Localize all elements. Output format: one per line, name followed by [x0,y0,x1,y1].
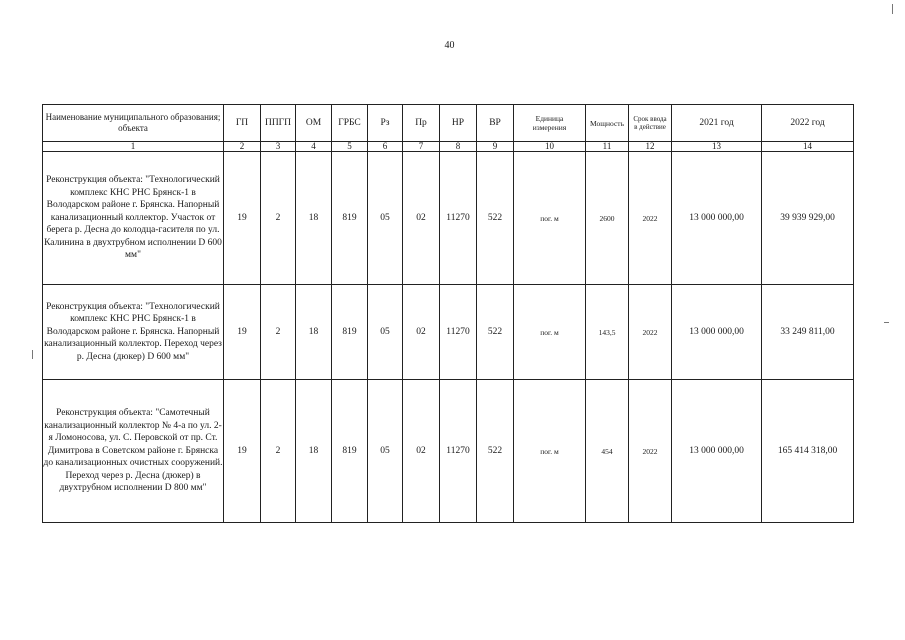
header-unit: Единица измерения [514,105,586,142]
vr-cell: 522 [477,285,514,380]
unit-cell: пог. м [514,152,586,285]
column-number: 9 [477,142,514,152]
amount-2021-cell: 13 000 000,00 [672,380,762,523]
scan-edge-mark [892,4,893,14]
np-cell: 11270 [440,380,477,523]
ppgp-cell: 2 [261,285,296,380]
gp-cell: 19 [224,152,261,285]
column-number: 1 [43,142,224,152]
ppgp-cell: 2 [261,380,296,523]
object-name-cell: Реконструкция объекта: "Самотечный канализационный коллектор № 4-а по ул. 2-я Ломоносова, ул. С. Перовской от пр. Ст. Димитрова в Советском районе г. Брянска до канализационных очистных сооружений. Переход через р. Десна (дюкер) в двухтрубном исполнении D 800 мм" [43,380,224,523]
header-ppgp: ППГП [261,105,296,142]
capacity-cell: 2600 [586,152,629,285]
column-number: 8 [440,142,477,152]
header-row [43,105,854,142]
deadline-cell: 2022 [629,152,672,285]
page-number: 40 [444,40,455,51]
scan-edge-mark [32,350,33,359]
amount-2021-cell: 13 000 000,00 [672,152,762,285]
column-number: 12 [629,142,672,152]
header-rz: Рз [368,105,403,142]
column-number: 5 [332,142,368,152]
column-number: 2 [224,142,261,152]
om-cell: 18 [296,380,332,523]
gp-cell: 19 [224,380,261,523]
column-number: 14 [762,142,854,152]
amount-2021-cell: 13 000 000,00 [672,285,762,380]
gp-cell: 19 [224,285,261,380]
header-vr: ВР [477,105,514,142]
header-name: Наименование муниципального образования; объекта [43,105,224,142]
pr-cell: 02 [403,380,440,523]
object-name-cell: Реконструкция объекта: "Технологический комплекс КНС РНС Брянск-1 в Володарском районе г. Брянска. Напорный канализационный коллектор. Участок от берега р. Десна до колодца-гасителя по ул. Калинина в двухтрубном исполнении D 600 мм" [43,152,224,285]
deadline-cell: 2022 [629,380,672,523]
grbs-cell: 819 [332,152,368,285]
ppgp-cell: 2 [261,152,296,285]
table-row [43,380,854,523]
unit-cell: пог. м [514,285,586,380]
amount-2022-cell: 33 249 811,00 [762,285,854,380]
column-number: 3 [261,142,296,152]
vr-cell: 522 [477,380,514,523]
table-row [43,152,854,285]
deadline-cell: 2022 [629,285,672,380]
pr-cell: 02 [403,152,440,285]
capacity-cell: 143,5 [586,285,629,380]
grbs-cell: 819 [332,285,368,380]
header-grbs: ГРБС [332,105,368,142]
amount-2022-cell: 39 939 929,00 [762,152,854,285]
header-year-2021: 2021 год [672,105,762,142]
np-cell: 11270 [440,152,477,285]
capacity-cell: 454 [586,380,629,523]
column-number: 7 [403,142,440,152]
scan-edge-mark [884,322,889,323]
om-cell: 18 [296,285,332,380]
header-np: НР [440,105,477,142]
column-number: 11 [586,142,629,152]
amount-2022-cell: 165 414 318,00 [762,380,854,523]
header-year-2022: 2022 год [762,105,854,142]
column-number: 10 [514,142,586,152]
header-capacity: Мощность [586,105,629,142]
header-pr: Пр [403,105,440,142]
column-number-row [43,142,854,152]
pr-cell: 02 [403,285,440,380]
object-name-cell: Реконструкция объекта: "Технологический комплекс КНС РНС Брянск-1 в Володарском районе г. Брянска. Напорный канализационный коллектор. Переход через р. Десна (дюкер) D 600 мм" [43,285,224,380]
rz-cell: 05 [368,380,403,523]
vr-cell: 522 [477,152,514,285]
rz-cell: 05 [368,152,403,285]
header-om: ОМ [296,105,332,142]
header-deadline: Срок ввода в действие [629,105,672,142]
budget-table [42,104,854,523]
unit-cell: пог. м [514,380,586,523]
header-gp: ГП [224,105,261,142]
grbs-cell: 819 [332,380,368,523]
rz-cell: 05 [368,285,403,380]
np-cell: 11270 [440,285,477,380]
column-number: 4 [296,142,332,152]
table-row [43,285,854,380]
om-cell: 18 [296,152,332,285]
column-number: 13 [672,142,762,152]
column-number: 6 [368,142,403,152]
